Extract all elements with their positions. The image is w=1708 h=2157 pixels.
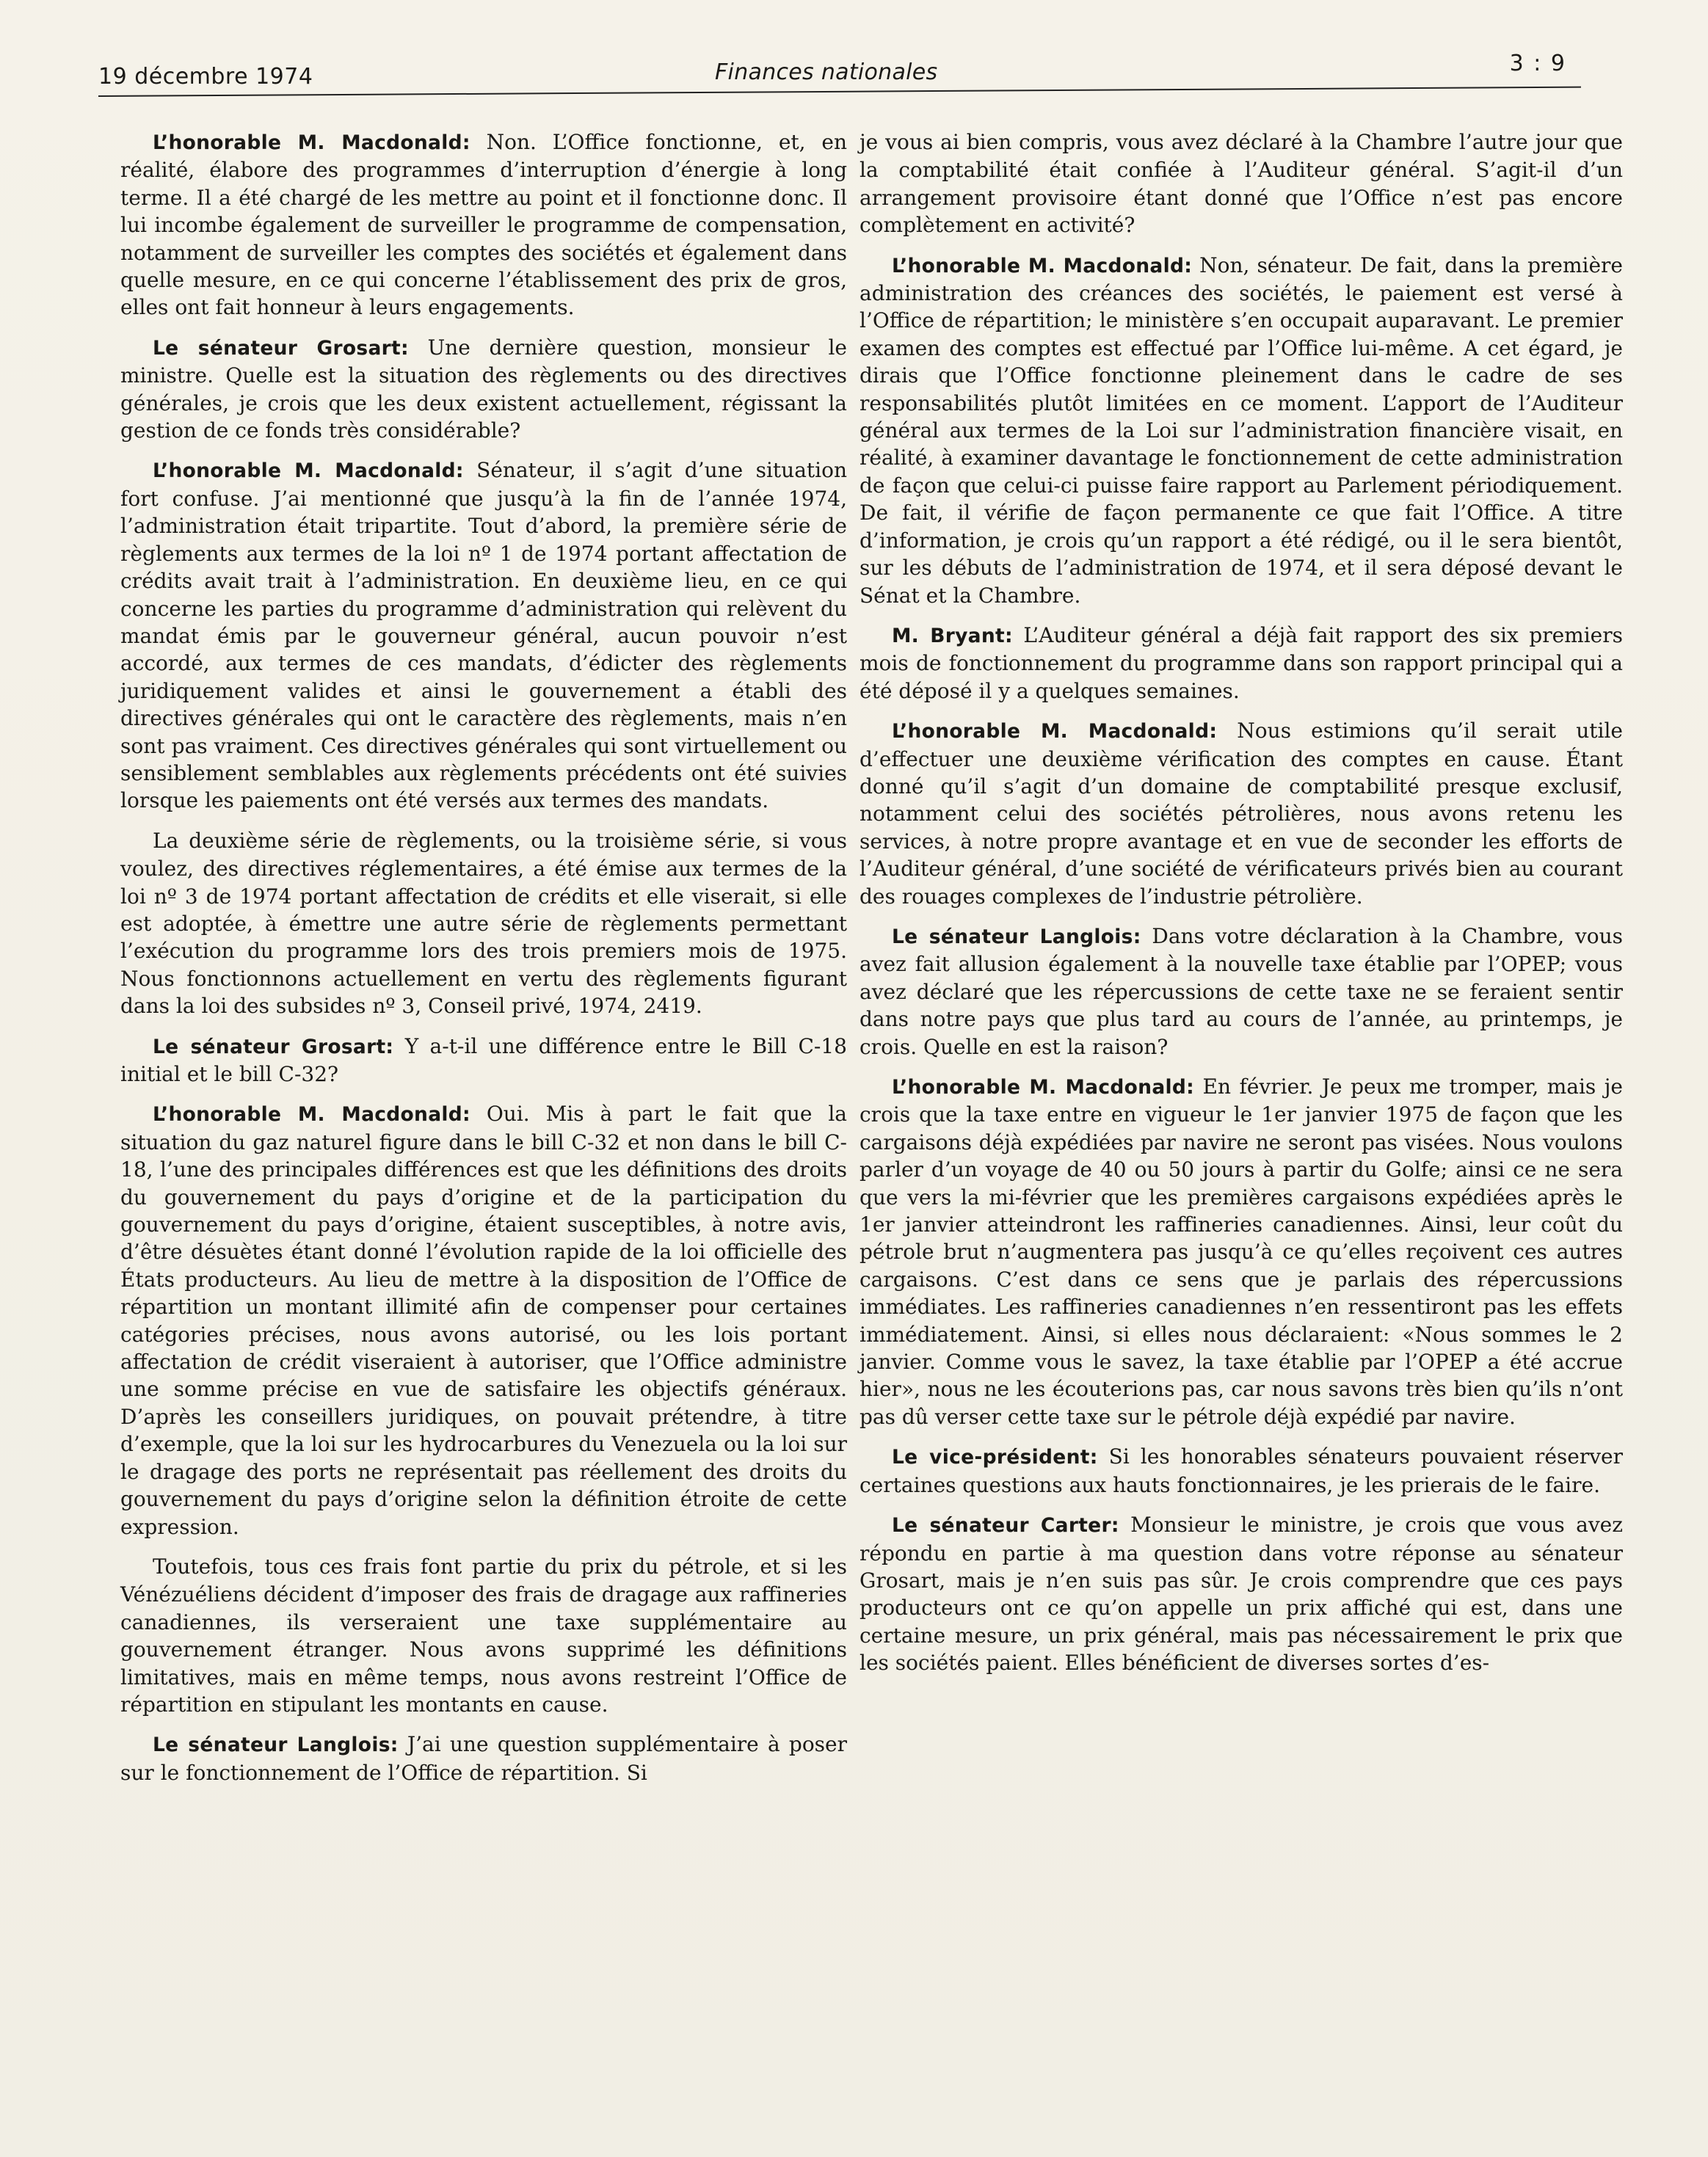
speaker-name: Le sénateur Grosart:	[153, 1035, 394, 1058]
paragraph	[860, 1073, 1623, 1430]
header-date: 19 décembre 1974	[98, 64, 313, 90]
header-rule	[98, 87, 1581, 97]
paragraph	[860, 717, 1623, 910]
paragraph-text: Nous estimions qu’il serait utile d’effectuer une deuxième vérification des comptes en cause. Étant donné qu’il s’agit d’un domaine de comptabilité presque exclusif, notamment celui des sociétés pétrolières, nous avons retenu les services, à notre propre avantage et en vue de seconder les efforts de l’Auditeur général, d’une société de vérificateurs privés bien au courant des rouages complexes de l’industrie pétrolière.	[860, 719, 1623, 909]
paragraph-text: En février. Je peux me tromper, mais je crois que la taxe entre en vigueur le 1er janvier 1975 de façon que les cargaisons déjà expédiées par navire ne seront pas visées. Nous voulons parler d’un voyage de 40 ou 50 jours à partir du Golfe; ainsi ce ne sera que vers la mi-février que les premières cargaisons expédiées après le 1er janvier atteindront les raffineries canadiennes. Ainsi, leur coût du pétrole brut n’augmentera pas jusqu’à ce qu’elles reçoivent ces autres cargaisons. C’est dans ce sens que je parlais des répercussions immédiates. Les raffineries canadiennes n’en ressentiront pas les effets immédiatement. Ainsi, si elles nous déclaraient: «Nous sommes le 2 janvier. Comme vous le savez, la taxe établie par l’OPEP a été accrue hier», nous ne les écouterions pas, car nous savons très bien qu’ils n’ont pas dû verser cette taxe sur le pétrole déjà expédié par navire.	[860, 1074, 1623, 1429]
paragraph-text: Une dernière question, monsieur le ministre. Quelle est la situation des règlements ou des directives générales, je crois que les deux existent actuellement, régissant la gestion de ce fonds très considérable?	[120, 335, 847, 443]
paragraph	[860, 1511, 1623, 1676]
paragraph	[860, 252, 1623, 609]
paragraph-text: Oui. Mis à part le fait que la situation du gaz naturel figure dans le bill C-32 et non dans le bill C-18, l’une des principales différences est que les définitions des droits du gouvernement du pays d’origine et de la participation du gouvernement du pays d’origine, étaient susceptibles, à notre avis, d’être désuètes étant donné l’évolution rapide de la loi officielle des États producteurs. Au lieu de mettre à la disposition de l’Office de répartition un montant illimité afin de compenser pour certaines catégories précises, nous avons autorisé, ou les lois portant affectation de crédit viseraient à autoriser, que l’Office administre une somme précise en vue de satisfaire les objectifs généraux. D’après les conseillers juridiques, on pouvait prétendre, à titre d’exemple, que la loi sur les hydrocarbures du Venezuela ou la loi sur le dragage des ports ne représentait pas réellement des droits du gouvernement du pays d’origine selon la définition étroite de cette expression.	[120, 1102, 848, 1539]
paragraph	[120, 1100, 847, 1541]
speaker-name: Le sénateur Langlois:	[892, 925, 1141, 948]
header-title: Finances nationales	[715, 59, 938, 85]
paragraph	[120, 827, 847, 1020]
speaker-name: Le sénateur Langlois:	[153, 1734, 399, 1757]
paragraph-text: L’Auditeur général a déjà fait rapport des six premiers mois de fonctionnement du programme dans son rapport principal qui a été déposé il y a quelques semaines.	[860, 622, 1624, 703]
paragraph	[120, 457, 847, 814]
speaker-name: L’honorable M. Macdonald:	[153, 131, 470, 154]
left-column	[120, 128, 847, 1799]
speaker-name: L’honorable M. Macdonald:	[153, 459, 464, 483]
paragraph-text: J’ai une question supplémentaire à poser sur le fonctionnement de l’Office de répartition. Si	[120, 1732, 847, 1785]
speaker-name: L’honorable M. Macdonald:	[153, 1103, 470, 1127]
paragraph-text: Y a-t-il une différence entre le Bill C-18 initial et le bill C-32?	[120, 1033, 847, 1086]
speaker-name: L’honorable M. Macdonald:	[892, 720, 1218, 743]
paragraph-text: Non. L’Office fonctionne, et, en réalité, élabore des programmes d’interruption d’énergie à long terme. Il a été chargé de les mettre au point et il fonctionne donc. Il lui incombe également de surveiller le programme de compensation, notamment de surveiller les comptes des sociétés et également dans quelle mesure, en ce qui concerne l’établissement des prix de gros, elles ont fait honneur à leurs engagements.	[120, 130, 847, 320]
paragraph	[120, 1731, 847, 1786]
paragraph-text: Toutefois, tous ces frais font partie du prix du pétrole, et si les Vénézuéliens décident d’imposer des frais de dragage aux raffineries canadiennes, ils verseraient une taxe supplémentaire au gouvernement étranger. Nous avons supprimé les définitions limitatives, mais en même temps, nous avons restreint l’Office de répartition en stipulant les montants en cause.	[120, 1554, 847, 1717]
paragraph	[120, 334, 847, 445]
speaker-name: M. Bryant:	[892, 624, 1013, 647]
right-column	[860, 128, 1623, 1689]
speaker-name: Le sénateur Carter:	[892, 1514, 1119, 1538]
paragraph	[860, 923, 1623, 1061]
paragraph	[860, 1443, 1623, 1499]
paragraph	[860, 128, 1623, 239]
speaker-name: L’honorable M. Macdonald:	[892, 254, 1193, 277]
paragraph	[120, 1553, 847, 1718]
paragraph-text: Sénateur, il s’agit d’une situation fort confuse. J’ai mentionné que jusqu’à la fin de l’année 1974, l’administration était tripartite. Tout d’abord, la première série de règlements aux termes de la loi nº 1 de 1974 portant affectation de crédits avait trait à l’administration. En deuxième lieu, en ce qui concerne les parties du programme d’administration qui relèvent du mandat émis par le gouverneur général, aucun pouvoir n’est accordé, aux termes de ces mandats, d’édicter des règlements juridiquement valides et ainsi le gouvernement a établi des directives générales qui ont le caractère des règlements, mais n’en sont pas vraiment. Ces directives générales qui sont virtuellement ou sensiblement semblables aux règlements précédents ont été suivies lorsque les paiements ont été versés aux termes des mandats.	[120, 458, 847, 813]
paragraph-text: je vous ai bien compris, vous avez déclaré à la Chambre l’autre jour que la comptabilité était confiée à l’Auditeur général. S’agit-il d’un arrangement provisoire étant donné que l’Office n’est pas encore complètement en activité?	[860, 130, 1623, 238]
paragraph	[120, 1033, 847, 1088]
paragraph-text: Dans votre déclaration à la Chambre, vous avez fait allusion également à la nouvelle taxe établie par l’OPEP; vous avez déclaré que les répercussions de cette taxe ne se feraient sentir dans notre pays que plus tard au cours de l’année, au printemps, je crois. Quelle en est la raison?	[860, 923, 1623, 1059]
speaker-name: L’honorable M. Macdonald:	[892, 1076, 1195, 1099]
paragraph-text: Si les honorables sénateurs pouvaient réserver certaines questions aux hauts fonctionnaires, je les prierais de le faire.	[860, 1444, 1624, 1497]
paragraph	[860, 622, 1623, 705]
paragraph	[120, 128, 847, 321]
speaker-name: Le vice-président:	[892, 1446, 1098, 1469]
header-page-number: 3 : 9	[1509, 51, 1566, 76]
paragraph-text: Non, sénateur. De fait, dans la première administration des créances des sociétés, le paiement est versé à l’Office de répartition; le ministère s’en occupait auparavant. Le premier examen des comptes est effectué par l’Office lui-même. A cet égard, je dirais que l’Office fonctionne pleinement dans le cadre de ses responsabilités plutôt limitées en ce moment. L’apport de l’Auditeur général aux termes de la Loi sur l’administration financière visait, en réalité, à examiner davantage le fonctionnement de cette administration de façon que celui-ci puisse faire rapport au Parlement périodiquement. De fait, il vérifie de façon permanente ce que fait l’Office. A titre d’information, je crois qu’un rapport a été rédigé, ou il le sera bientôt, sur les débuts de l’administration de 1974, et il sera déposé devant le Sénat et la Chambre.	[860, 252, 1623, 608]
speaker-name: Le sénateur Grosart:	[153, 336, 409, 360]
paragraph-text: Monsieur le ministre, je crois que vous avez répondu en partie à ma question dans votre réponse au sénateur Grosart, mais je n’en suis pas sûr. Je crois comprendre que ces pays producteurs ont ce qu’on appelle un prix affiché qui est, dans une certaine mesure, un prix général, mais pas nécessairement le prix que les sociétés paient. Elles bénéficient de diverses sortes d’es-	[860, 1513, 1623, 1676]
page-header	[98, 51, 1581, 97]
paragraph-text: La deuxième série de règlements, ou la troisième série, si vous voulez, des directives réglementaires, a été émise aux termes de la loi nº 3 de 1974 portant affectation de crédits et elle viserait, si elle est adoptée, à émettre une autre série de règlements permettant l’exécution du programme lors des trois premiers mois de 1975. Nous fonctionnons actuellement en vertu des règlements figurant dans la loi des subsides nº 3, Conseil privé, 1974, 2419.	[120, 828, 847, 1019]
